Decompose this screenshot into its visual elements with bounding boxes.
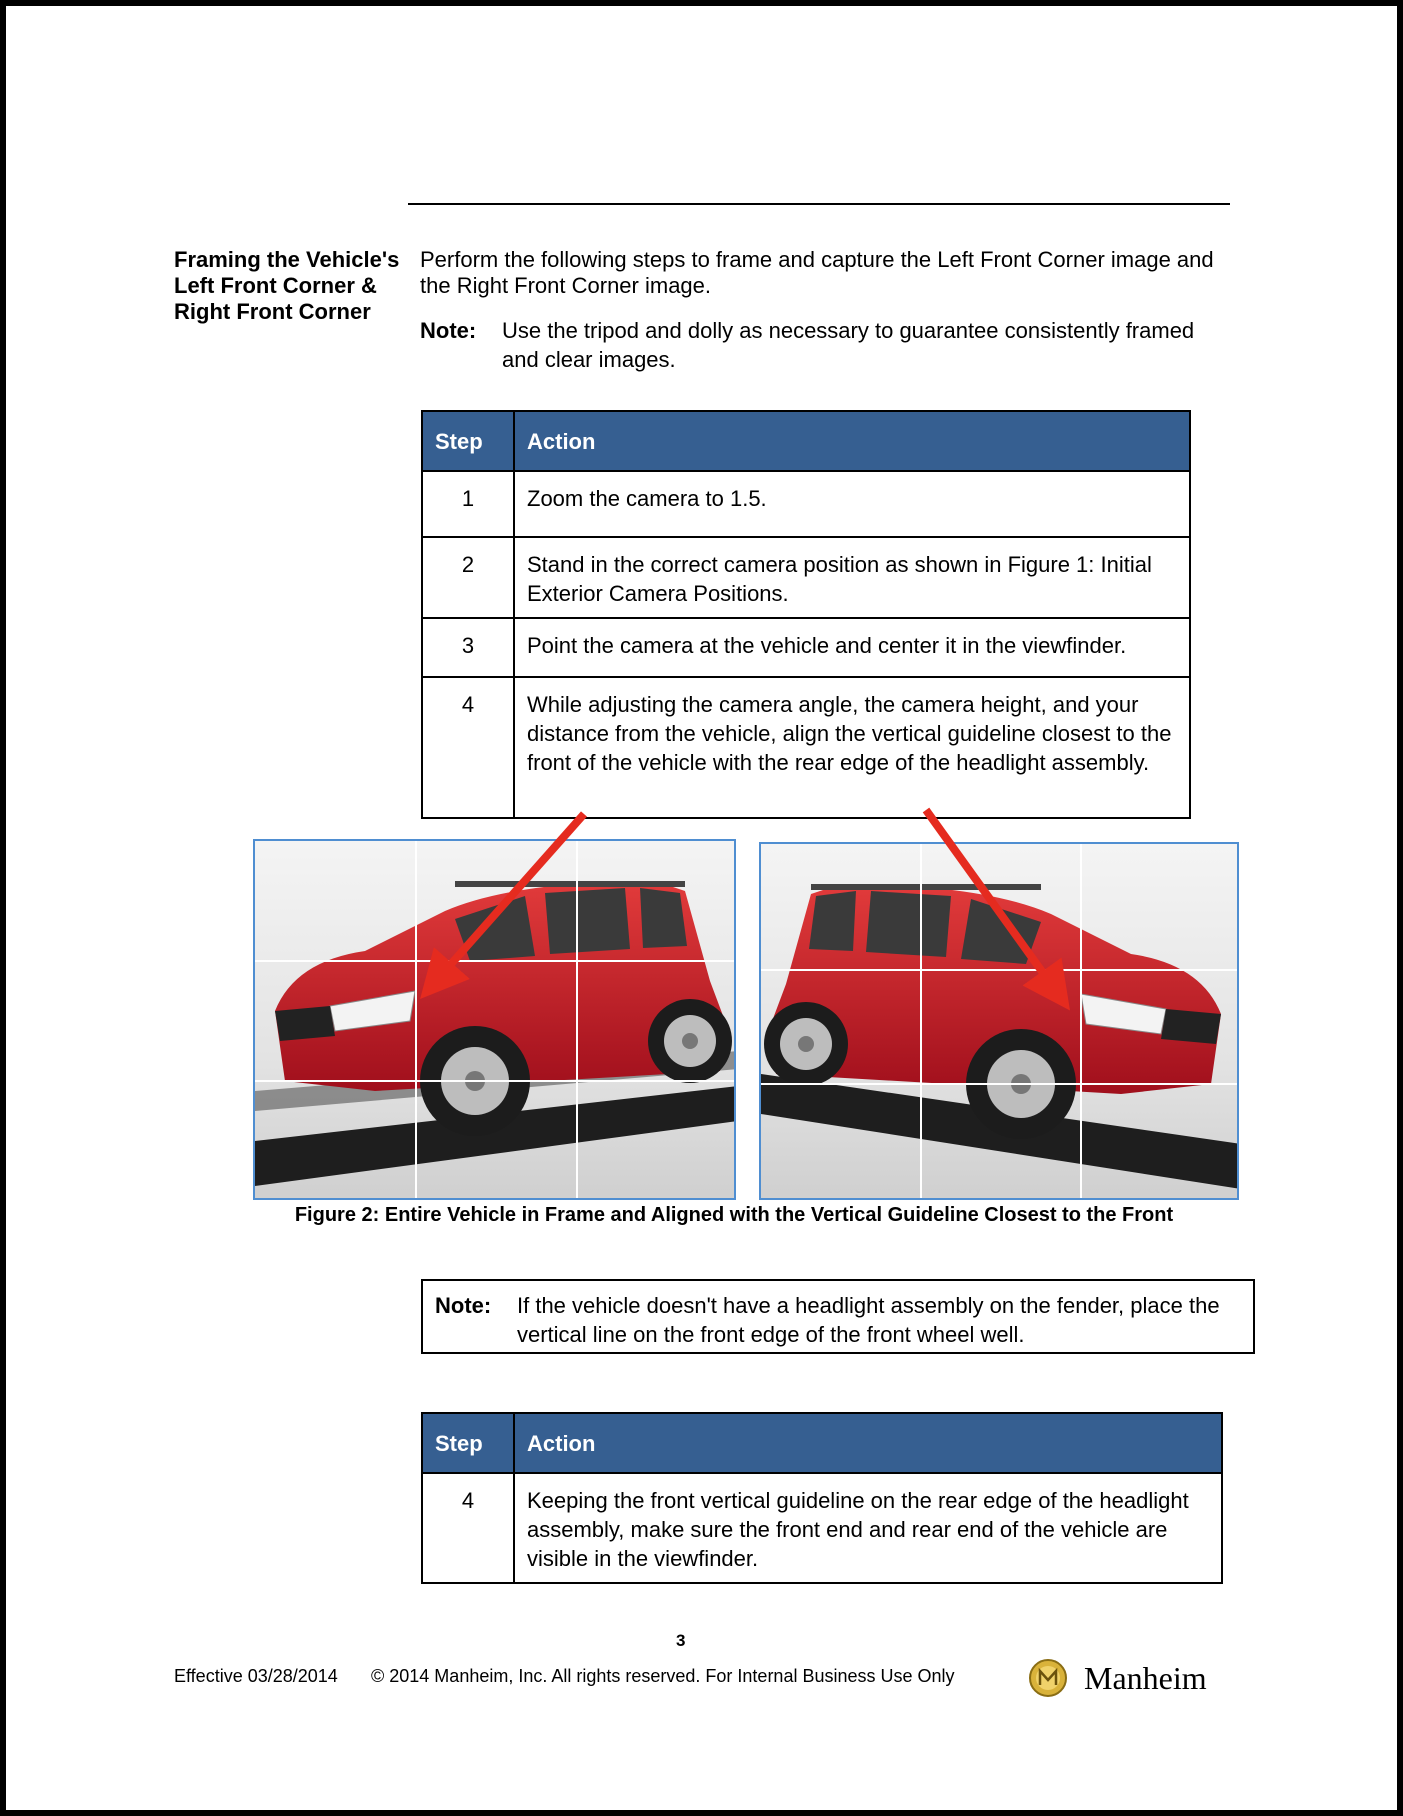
step-column-header: Step	[422, 411, 514, 471]
action-column-header: Action	[514, 411, 1190, 471]
figure-caption: Figure 2: Entire Vehicle in Frame and Aligned with the Vertical Guideline Closest to the Front	[294, 1204, 1174, 1226]
step-number: 2	[422, 537, 514, 618]
note-label: Note:	[435, 1293, 492, 1318]
step-action: Stand in the correct camera position as shown in Figure 1: Initial Exterior Camera Positions.	[514, 537, 1190, 618]
step-action: Point the camera at the vehicle and center it in the viewfinder.	[514, 618, 1190, 677]
step-action: Keeping the front vertical guideline on the rear edge of the headlight assembly, make sure the front end and rear end of the vehicle are visible in the viewfinder.	[514, 1473, 1222, 1583]
table-header-row	[422, 1413, 1222, 1473]
action-column-header: Action	[514, 1413, 1222, 1473]
step-number: 4	[422, 1473, 514, 1583]
headlight-note	[421, 1279, 1255, 1354]
page-number: 3	[676, 1631, 686, 1650]
note-label: Note:	[420, 318, 477, 343]
manheim-logo	[1028, 1658, 1207, 1698]
logo-text: Manheim	[1084, 1659, 1207, 1696]
section-heading: Framing the Vehicle's Left Front Corner & Right Front Corner	[174, 247, 400, 324]
step-action: While adjusting the camera angle, the camera height, and your distance from the vehicle, align the vertical guideline closest to the front of the vehicle with the rear edge of the headlight assembly.	[514, 677, 1190, 818]
step-action: Zoom the camera to 1.5.	[514, 471, 1190, 537]
step-number: 4	[422, 677, 514, 818]
manheim-emblem-icon	[1028, 1658, 1068, 1698]
step-number: 3	[422, 618, 514, 677]
table-row	[422, 1473, 1222, 1583]
step-column-header: Step	[422, 1413, 514, 1473]
step-number: 1	[422, 471, 514, 537]
steps-table-continued	[421, 1412, 1223, 1584]
intro-paragraph: Perform the following steps to frame and capture the Left Front Corner image and the Right Front Corner image.	[420, 247, 1214, 298]
effective-date: Effective 03/28/2014	[174, 1666, 338, 1686]
note-text: Use the tripod and dolly as necessary to guarantee consistently framed and clear images.	[502, 318, 1195, 372]
note-text: If the vehicle doesn't have a headlight assembly on the fender, place the vertical line on the front edge of the front wheel well.	[517, 1293, 1220, 1347]
left-arrow	[436, 814, 584, 981]
copyright-notice: © 2014 Manheim, Inc. All rights reserved. For Internal Business Use Only	[371, 1666, 955, 1686]
right-arrow	[926, 810, 1056, 991]
